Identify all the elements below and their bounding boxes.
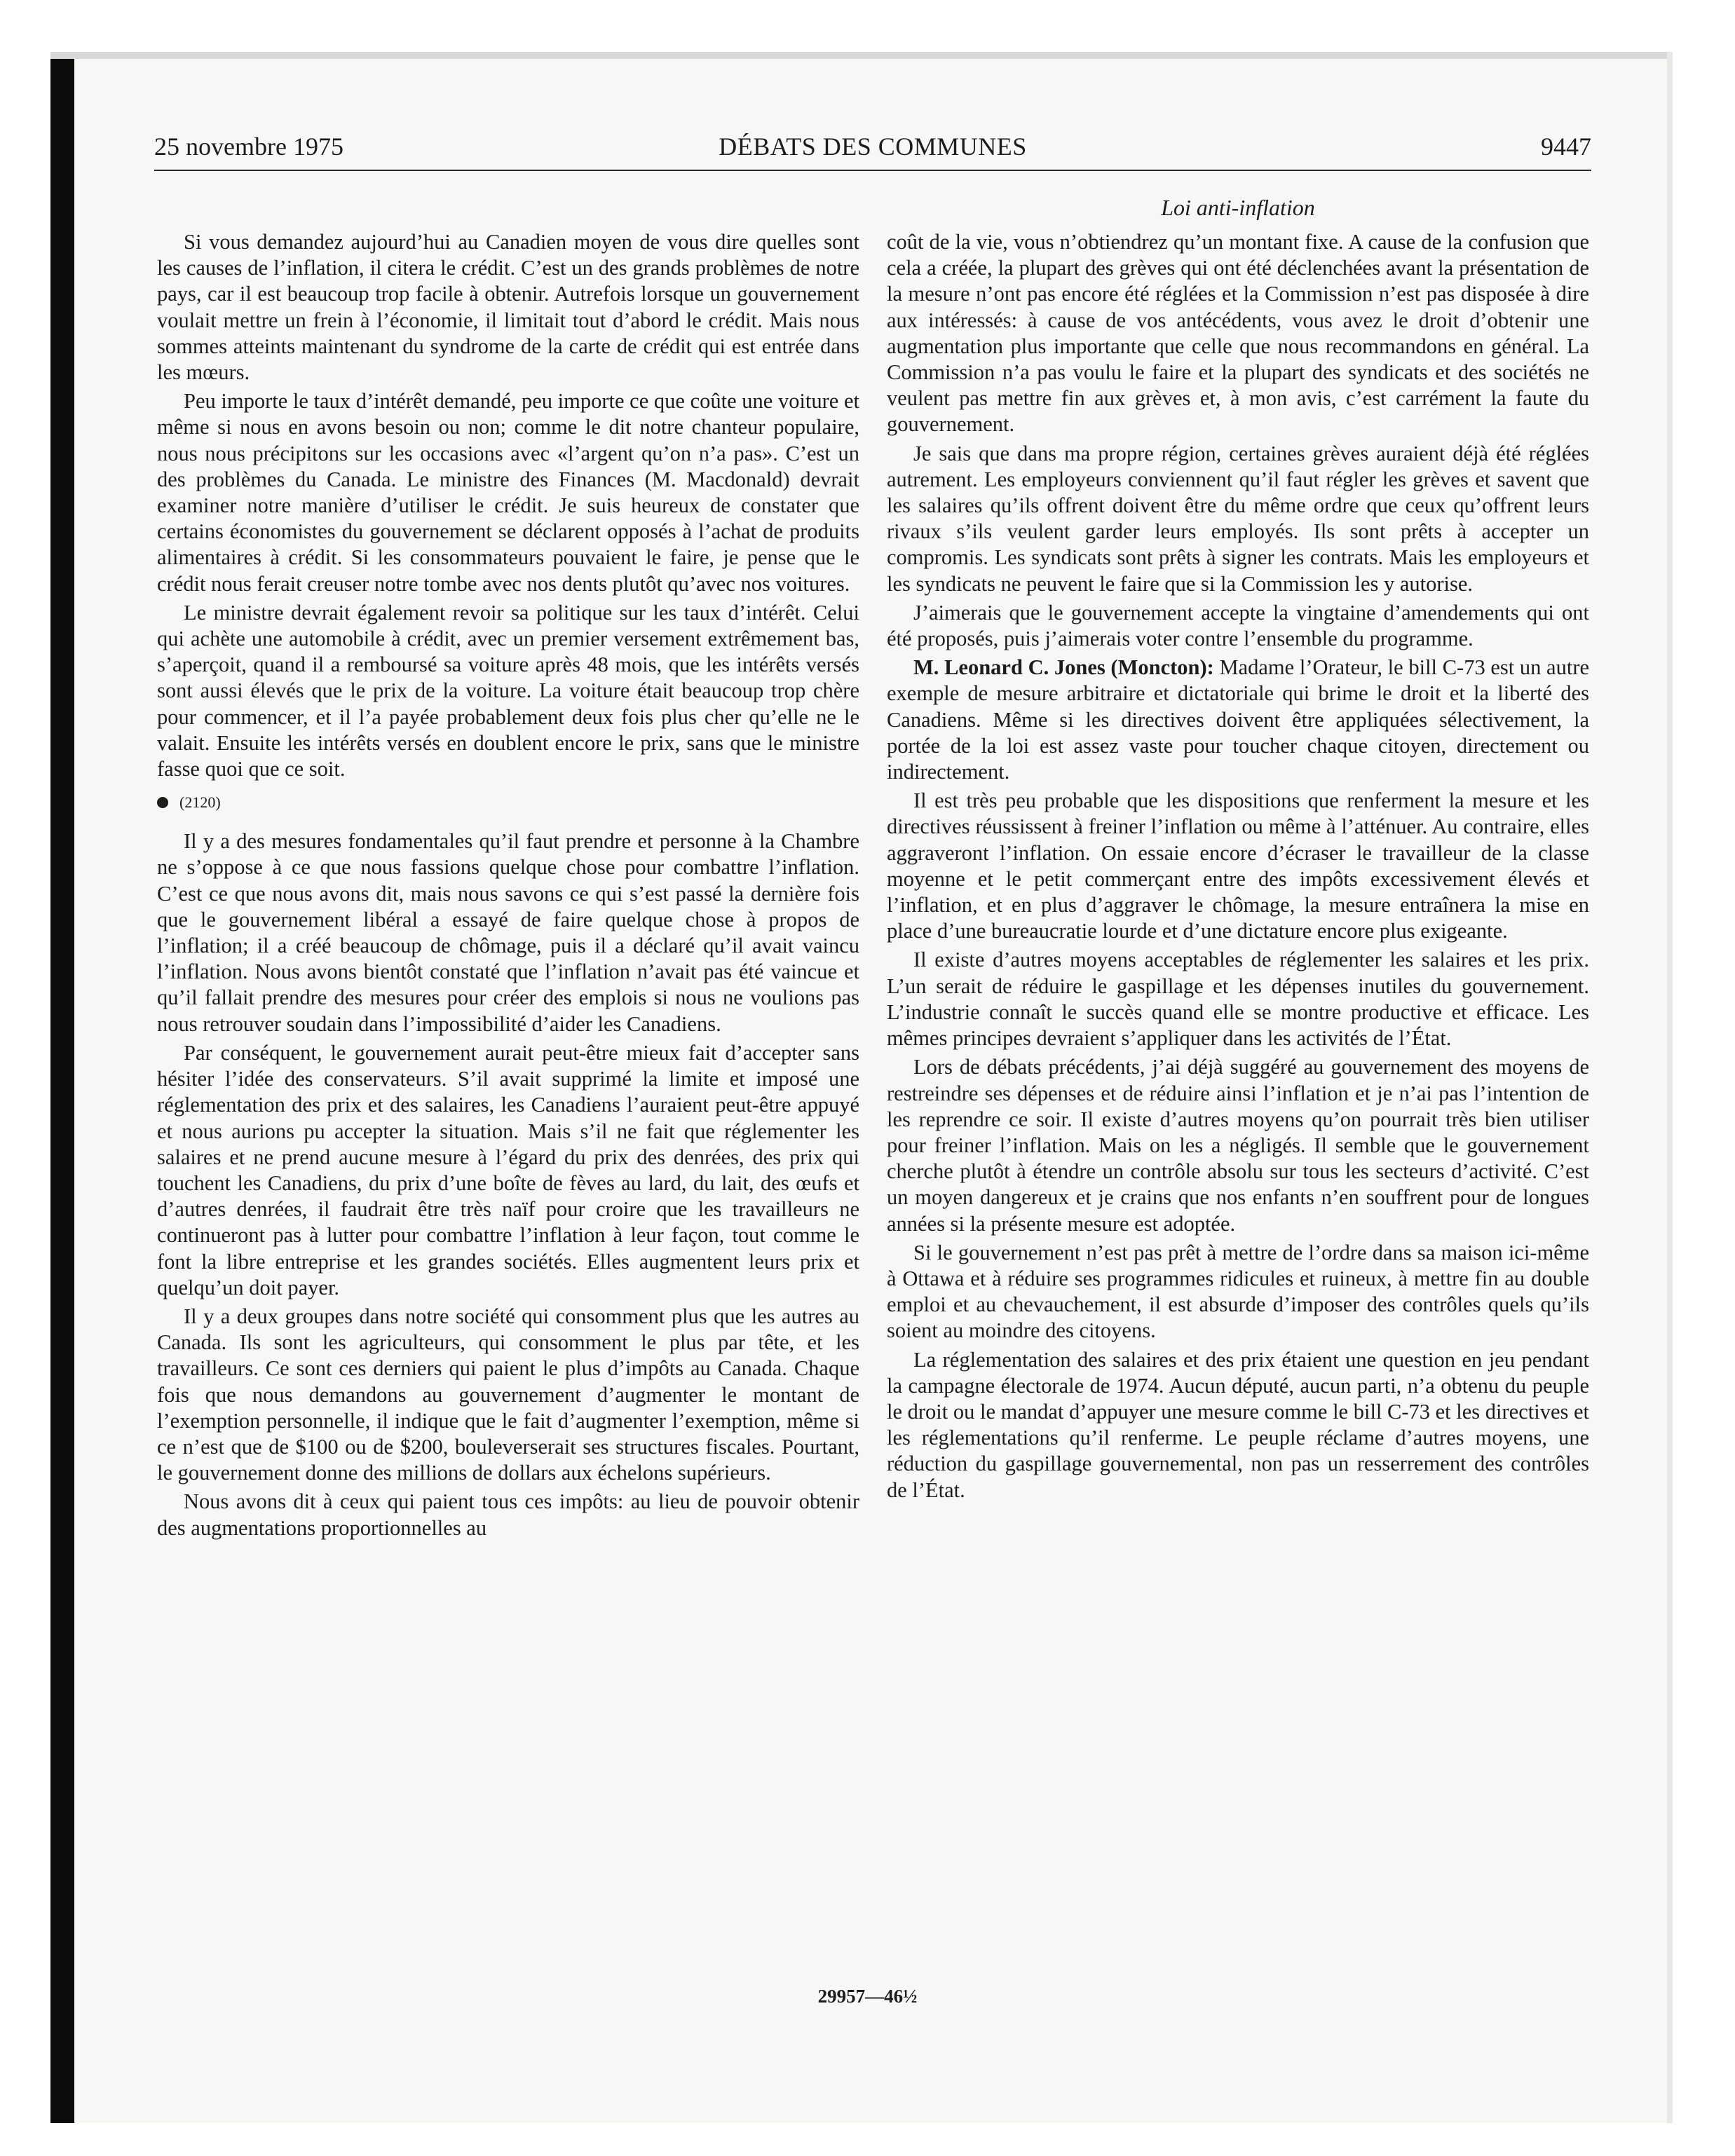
speech-paragraph bbox=[887, 655, 1589, 785]
speech-text: Madame l’Orateur, le bill C-73 est un autre exemple de mesure arbitraire et dictatoriale qui brime le droit et la liberté des Canadiens. Même si les directives doivent être appliquées sélectivement, la portée de la loi est assez vaste pour toucher chaque citoyen, directement ou indirectement. bbox=[887, 655, 1590, 784]
paragraph: Par conséquent, le gouvernement aurait peut-être mieux fait d’accepter sans hésiter l’idée des conservateurs. S’il avait supprimé la limite et imposé une réglementation des prix et des salaires, les Canadiens l’auraient peut-être appuyé et nous aurions pu accepter la situation. Mais s’il ne fait que réglementer les salaires et ne prend aucune mesure à l’égard du prix des denrées, des prix qui touchent les Canadiens, du prix d’une boîte de fèves au lard, du lait, des œufs et d’autres denrées, il faudrait être très naïf pour croire que les travailleurs ne continueront pas à lutter pour combattre l’inflation à leur façon, tout comme le font la libre entreprise et les grandes sociétés. Elles augmentent leurs prix et quelqu’un doit payer. bbox=[157, 1040, 859, 1299]
paragraph: Il y a deux groupes dans notre société qui consomment plus que les autres au Canada. Ils sont les agriculteurs, qui consomment le plus par tête, et les travailleurs. Ce sont ces derniers qui paient le plus d’impôts au Canada. Chaque fois que nous demandons au gouvernement d’augmenter le montant de l’exemption personnelle, il indique que le fait d’augmenter l’exemption, même si ce n’est que de $100 ou de $200, bouleverserait ses structures fiscales. Pourtant, le gouvernement donne des millions de dollars aux échelons supérieurs. bbox=[157, 1304, 859, 1485]
header-page-number: 9447 bbox=[1541, 132, 1591, 161]
paragraph: Nous avons dit à ceux qui paient tous ces impôts: au lieu de pouvoir obtenir des augmentations proportionnelles au bbox=[157, 1489, 859, 1540]
paragraph: Il existe d’autres moyens acceptables de réglementer les salaires et les prix. L’un serait de réduire le gaspillage et les dépenses inutiles du gouvernement. L’industrie connaît le succès quand elle se montre productive et efficace. Les mêmes principes devraient s’appliquer dans les activités de l’État. bbox=[887, 948, 1589, 1051]
bullet-icon bbox=[157, 797, 168, 808]
time-marker-label: (2120) bbox=[179, 793, 221, 812]
running-title: Loi anti-inflation bbox=[1161, 195, 1315, 220]
header-date: 25 novembre 1975 bbox=[154, 132, 343, 161]
paragraph: Peu importe le taux d’intérêt demandé, peu importe ce que coûte une voiture et même si nous en avons besoin ou non; comme le dit notre chanteur populaire, nous nous précipitons sur les occasions avec «l’argent qu’on n’a pas». C’est un des problèmes du Canada. Le ministre des Finances (M. Macdonald) devrait examiner notre manière d’utiliser le crédit. Je suis heureux de constater que certains économistes du gouvernement se déclarent opposés à l’achat de produits alimentaires à crédit. Si les consommateurs pouvaient le faire, je pense que le crédit nous ferait creuser notre tombe avec nos dents plutôt qu’avec nos voitures. bbox=[157, 389, 859, 596]
left-column bbox=[157, 229, 859, 1544]
time-marker bbox=[157, 792, 859, 813]
scan-binding-edge bbox=[50, 52, 74, 2123]
page-header bbox=[154, 132, 1591, 174]
paragraph: Si vous demandez aujourd’hui au Canadien moyen de vous dire quelles sont les causes de l’inflation, il citera le crédit. C’est un des grands problèmes de notre pays, car il est beaucoup trop facile à obtenir. Autrefois lorsque un gouvernement voulait mettre un frein à l’économie, il limitait tout d’abord le crédit. Mais nous sommes atteints maintenant du syndrome de la carte de crédit qui est entrée dans les mœurs. bbox=[157, 230, 859, 385]
right-column bbox=[887, 229, 1589, 1506]
paragraph: Il est très peu probable que les dispositions que renferment la mesure et les directives réussissent à freiner l’inflation ou même à l’atténuer. Au contraire, elles aggraveront l’inflation. On essaie encore d’écraser le travailleur de la classe moyenne et le petit commerçant entre des impôts excessivement élevés et l’inflation, et en plus d’aggraver le chômage, la mesure entraînera la mise en place d’une bureaucratie lourde et d’une dictature encore plus exigeante. bbox=[887, 789, 1589, 943]
paragraph: J’aimerais que le gouvernement accepte la vingtaine d’amendements qui ont été proposés, puis j’aimerais voter contre l’ensemble du programme. bbox=[887, 600, 1589, 651]
header-title: DÉBATS DES COMMUNES bbox=[719, 132, 1027, 161]
scan-right-edge bbox=[1667, 52, 1673, 2123]
paragraph: La réglementation des salaires et des prix étaient une question en jeu pendant la campagne électorale de 1974. Aucun député, aucun parti, n’a obtenu du peuple le droit ou le mandat d’appuyer une mesure comme le bill C-73 et les directives et les réglementations qu’il renferme. Le peuple réclame d’autres moyens, une réduction du gaspillage gouvernemental, non pas un resserrement des contrôles de l’État. bbox=[887, 1347, 1589, 1502]
paragraph: coût de la vie, vous n’obtiendrez qu’un montant fixe. A cause de la confusion que cela a créée, la plupart des grèves qui ont été déclenchées avant la présentation de la mesure n’ont pas encore été réglées et la Commission n’est pas disposée à dire aux intéressés: à cause de vos antécédents, vous avez le droit d’obtenir une augmentation plus importante que celle que nous recommandons en général. La Commission n’a pas voulu le faire et la plupart des syndicats et des sociétés ne veulent pas mettre fin aux grèves et, à mon avis, c’est carrément la faute du gouvernement. bbox=[887, 230, 1589, 437]
speaker-name: M. Leonard C. Jones (Moncton): bbox=[913, 655, 1214, 680]
footer-code: 29957—46½ bbox=[817, 1986, 918, 2007]
paragraph: Si le gouvernement n’est pas prêt à mettre de l’ordre dans sa maison ici-même à Ottawa et à réduire ses programmes ridicules et ruineux, à mettre fin au double emploi et au chevauchement, il est absurde d’imposer des contrôles quels qu’ils soient au moindre des citoyens. bbox=[887, 1240, 1589, 1343]
paragraph: Le ministre devrait également revoir sa politique sur les taux d’intérêt. Celui qui achète une automobile à crédit, avec un premier versement extrêmement bas, s’aperçoit, quand il a remboursé sa voiture après 48 mois, que les intérêts versés sont aussi élevés que le prix de la voiture. La voiture était beaucoup trop chère pour commencer, et il l’a payée probablement deux fois plus cher qu’elle ne le valait. Ensuite les intérêts versés en doublent encore le prix, sans que le ministre fasse quoi que ce soit. bbox=[157, 600, 859, 782]
paragraph: Il y a des mesures fondamentales qu’il faut prendre et personne à la Chambre ne s’oppose à ce que nous fassions quelque chose pour combattre l’inflation. C’est ce que nous avons dit, mais nous savons ce qui s’est passé la dernière fois que le gouvernement libéral a essayé de faire quelque chose à propos de l’inflation; il a créé beaucoup de chômage, puis il a déclaré qu’il avait vaincu l’inflation. Nous avons bientôt constaté que l’inflation n’avait pas été vaincue et qu’il fallait prendre des mesures pour créer des emplois si nous ne voulions pas nous retrouver soudain dans l’impossibilité d’aider les Canadiens. bbox=[157, 829, 859, 1036]
paragraph: Je sais que dans ma propre région, certaines grèves auraient déjà été réglées autrement. Les employeurs conviennent qu’il faut régler les grèves et savent que les salaires qu’ils offrent doivent être du même ordre que ceux qu’offrent leurs rivaux s’ils veulent garder leurs employés. Ils sont prêts à accepter un compromis. Les syndicats sont prêts à signer les contrats. Mais les employeurs et les syndicats ne peuvent le faire que si la Commission les y autorise. bbox=[887, 441, 1589, 596]
paragraph: Lors de débats précédents, j’ai déjà suggéré au gouvernement des moyens de restreindre ses dépenses et de réduire ainsi l’inflation et je n’ai pas l’intention de les reprendre ce soir. Il existe d’autres moyens qu’on pourrait très bien utiliser pour freiner l’inflation. Mais on les a négligés. Il semble que le gouvernement cherche plutôt à étendre un contrôle absolu sur tous les secteurs d’activité. C’est un moyen dangereux et je crains que nos enfants n’en souffrent pour de longues années si la présente mesure est adoptée. bbox=[887, 1055, 1589, 1236]
header-rule bbox=[154, 170, 1591, 171]
scan-top-edge bbox=[50, 52, 1670, 59]
